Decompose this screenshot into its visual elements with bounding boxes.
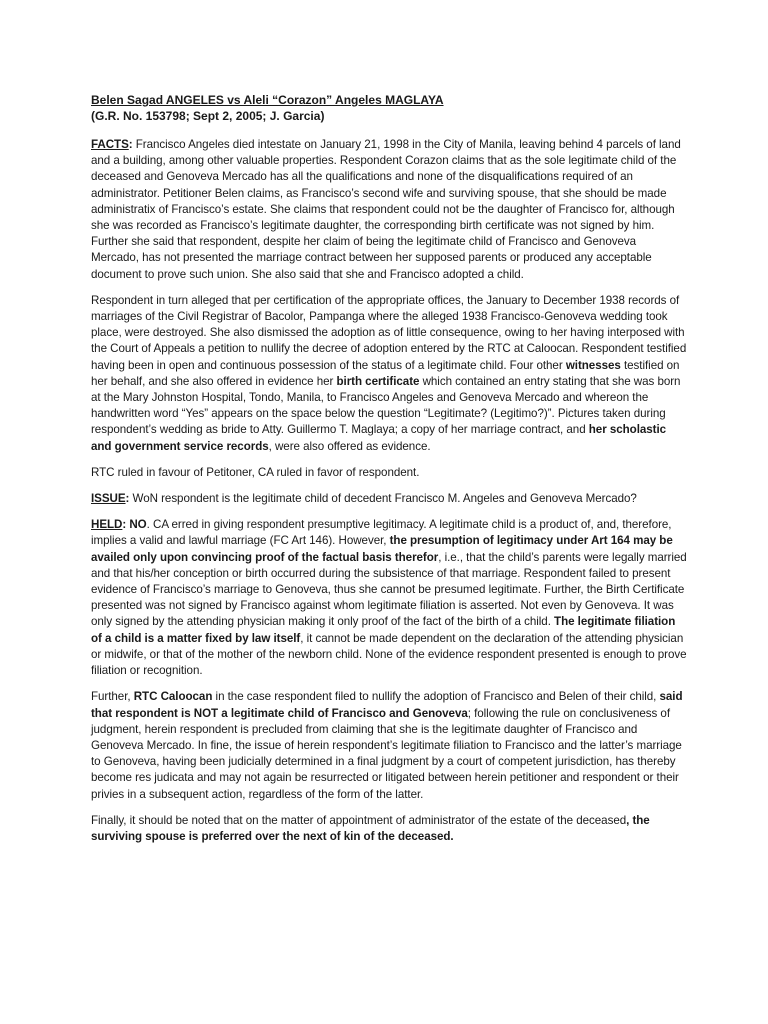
held-text-1: . CA erred in giving respondent presumptive legitimacy. A legitimate child is a product of, and, therefore, implies a valid and lawful marriage (FC Art 146). However, [91,518,672,548]
further-text-2: in the case respondent filed to nullify the adoption of Francisco and Belen of their child, [212,690,660,704]
respondent-text-2: testified on her behalf, and she also offered in evidence her [91,358,680,388]
surviving-spouse-bold: , the surviving spouse is preferred over the next of kin of the deceased. [91,813,650,843]
held-text-2: , i.e., that the child’s parents were legally married and that his/her conception or birth occurred during the subsistence of that marriage. Respondent failed to present evidence of Francisco’s marriage to Genoveva, thus she cannot be presumed legitimate. Further, the Birth Certificate presented was not signed by Francisco against whom legitimate filiation is asserted. Not even by Genoveva. It was only signed by the attending physician making it only proof of the fact of the birth of a child. [91,550,687,629]
further-paragraph [91,689,687,802]
facts-label: FACTS [91,138,129,151]
birth-certificate-bold: birth certificate [336,374,420,388]
not-legitimate-bold: said that respondent is NOT a legitimate child of Francisco and Genoveva [91,690,683,720]
respondent-text-1: Respondent in turn alleged that per certification of the appropriate offices, the January to December 1938 records of marriages of the Civil Registrar of Bacolor, Pampanga where the alleged 1938 Francisco-Genoveva wedding took place, were destroyed. She also dismissed the adoption as of little consequence, owing to her having interposed with the Court of Appeals a petition to nullify the decree of adoption entered by the RTC at Caloocan. Respondent testified having been in open and continuous possession of the status of a legitimate child. Four other [91,293,687,372]
held-answer: NO [126,518,147,532]
issue-label: ISSUE [91,492,126,506]
held-text-3: , it cannot be made dependent on the declaration of the attending physician or midwife, or that of the mother of the newborn child. None of the evidence respondent presented is enough to prove filiation or recognition. [91,631,687,678]
held-colon: : [122,518,127,532]
further-text-3: ; following the rule on conclusiveness of judgment, herein respondent is precluded from claiming that she is the legitimate daughter of Francisco and Genoveva Mercado. In fine, the issue of herein respondent’s legitimate filiation to Francisco and the latter’s marriage to Genoveva, having been judicially determined in a final judgment by a court of competent jurisdiction, has thereby become res judicata and may not again be resurrected or litigated between herein petitioner and respondent or their privies in a subsequent action, regardless of the form of the latter. [91,706,682,801]
further-text-1: Further, [91,690,134,704]
respondent-paragraph [91,293,687,455]
issue-paragraph [91,491,687,507]
document-page [91,92,687,855]
issue-text: WoN respondent is the legitimate child of decedent Francisco M. Angeles and Genoveva Mercado? [129,492,637,506]
rtc-caloocan-bold: RTC Caloocan [133,690,213,704]
witnesses-bold: witnesses [565,358,621,372]
filiation-bold: The legitimate filiation of a child is a matter fixed by law itself [91,615,676,645]
respondent-text-4: , were also offered as evidence. [268,439,431,453]
facts-paragraph [91,137,687,283]
case-citation: (G.R. No. 153798; Sept 2, 2005; J. Garcia) [91,109,325,123]
rulings-paragraph: RTC ruled in favour of Petitoner, CA ruled in favor of respondent. [91,465,420,479]
presumption-bold: the presumption of legitimacy under Art 164 may be availed only upon convincing proof of the factual basis therefor [91,534,673,564]
held-label: HELD [91,518,123,532]
held-paragraph [91,517,687,679]
facts-text: Francisco Angeles died intestate on January 21, 1998 in the City of Manila, leaving behind 4 parcels of land and a building, among other valuable properties. Respondent Corazon claims that as the sole legitimate child of the deceased and Genoveva Mercado has all the qualifications and none of the disqualifications required of an administrator. Petitioner Belen claims, as Francisco’s second wife and surviving spouse, that she should be made administratix of Francisco’s estate. She claims that respondent could not be the daughter of Francisco for, although she was recorded as Francisco’s legitimate daughter, the corresponding birth certificate was not signed by him. Further she said that respondent, despite her claim of being the legitimate child of Francisco and Genoveva Mercado, has not presented the marriage contract between her supposed parents or produced any acceptable document to prove such union. She also said that she and Francisco adopted a child. [91,138,681,281]
finally-paragraph [91,813,687,845]
finally-text: Finally, it should be noted that on the matter of appointment of administrator of the estate of the deceased [91,813,627,827]
case-parties: Belen Sagad ANGELES vs Aleli “Corazon” Angeles MAGLAYA [91,93,444,107]
issue-colon: : [125,492,130,506]
facts-colon: : [128,138,133,151]
records-bold: her scholastic and government service records [91,423,667,453]
respondent-text-3: which contained an entry stating that she was born at the Mary Johnston Hospital, Tondo, Manila, to Francisco Angeles and Genoveva Mercado and whereon the handwritten word “Yes” appears on the space below the question “Legitimate? (Legitimo?)”. Pictures taken during respondent’s wedding as bride to Atty. Guillermo T. Maglaya; a copy of her marriage contract, and [91,374,681,437]
case-title [91,92,687,108]
